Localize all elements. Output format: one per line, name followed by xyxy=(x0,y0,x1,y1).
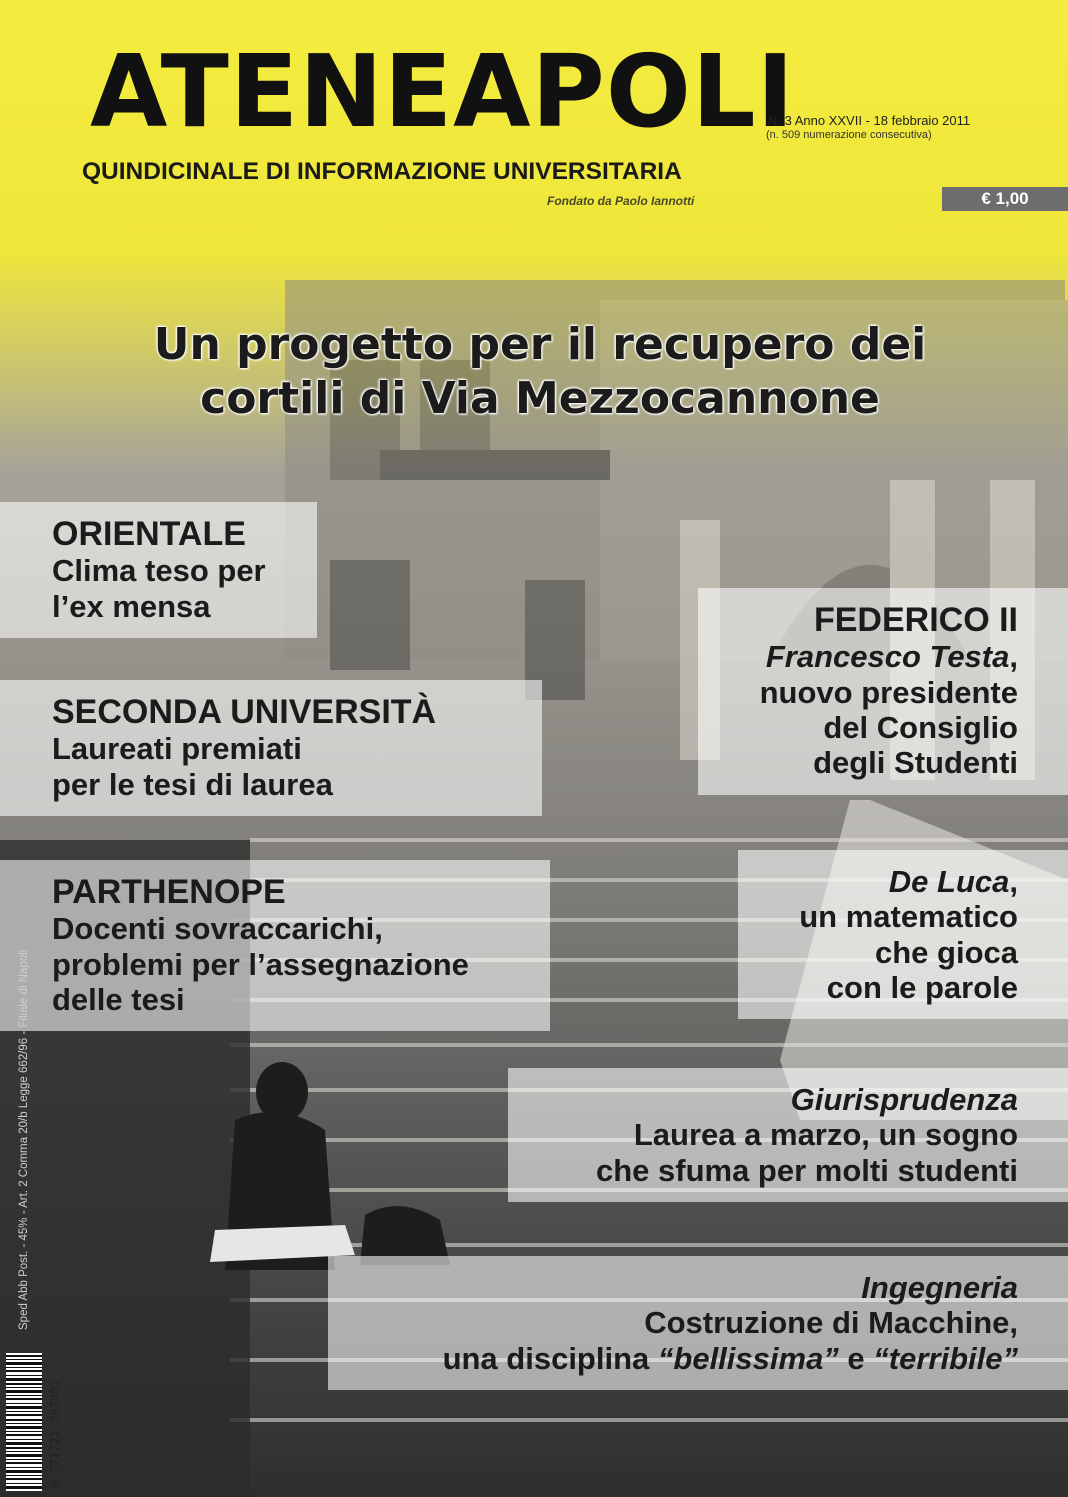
teaser-ingegneria xyxy=(328,1256,1068,1390)
price-tag: € 1,00 xyxy=(942,187,1068,211)
teaser-ingegneria-quote-2: “terribile” xyxy=(873,1340,1018,1376)
teaser-de-luca xyxy=(738,850,1068,1019)
masthead-subtitle: QUINDICINALE DI INFORMAZIONE UNIVERSITARIA xyxy=(82,158,682,185)
barcode xyxy=(6,1353,42,1491)
teaser-orientale-line-1: Clima teso per xyxy=(52,553,266,589)
teaser-federico-ii xyxy=(698,588,1068,795)
teaser-deluca-line-2: che gioca xyxy=(875,934,1018,970)
teaser-parthenope xyxy=(0,860,550,1031)
teaser-federico-title: FEDERICO II xyxy=(813,601,1018,639)
teaser-giurisprudenza-title: Giurisprudenza xyxy=(790,1082,1018,1117)
teaser-federico-name: Francesco Testa xyxy=(765,639,1010,675)
main-headline xyxy=(40,318,1040,426)
teaser-ingegneria-line-2-c: e xyxy=(838,1340,874,1376)
teaser-parthenope-title: PARTHENOPE xyxy=(52,873,286,911)
teaser-federico-line-1: nuovo presidente xyxy=(759,674,1018,710)
headline-line-1: Un progetto per il recupero dei xyxy=(153,319,927,370)
masthead-logo: ATENEAPOLI xyxy=(90,33,795,150)
teaser-ingegneria-line-1: Costruzione di Macchine, xyxy=(644,1305,1018,1341)
teaser-orientale-title: ORIENTALE xyxy=(52,515,246,553)
teaser-giurisprudenza-line-1: Laurea a marzo, un sogno xyxy=(633,1117,1018,1153)
teaser-federico-name-suffix: , xyxy=(1009,639,1018,675)
teaser-federico-line-3: degli Studenti xyxy=(813,745,1018,781)
teaser-giurisprudenza-line-2: che sfuma per molti studenti xyxy=(595,1152,1018,1188)
teaser-parthenope-line-3: delle tesi xyxy=(52,982,185,1018)
teaser-seconda-line-1: Laureati premiati xyxy=(52,731,302,767)
barcode-digits: 9 771721 397007 xyxy=(48,1379,62,1488)
teaser-orientale-line-2: l’ex mensa xyxy=(52,588,211,624)
teaser-ingegneria-line-2 xyxy=(348,1341,1018,1376)
founder-credit: Fondato da Paolo Iannotti xyxy=(547,194,695,208)
teaser-ingegneria-line-2-a: una disciplina xyxy=(442,1340,658,1376)
headline-line-2: cortili di Via Mezzocannone xyxy=(200,373,880,425)
teaser-orientale xyxy=(0,502,317,638)
issue-numbering-note: (n. 509 numerazione consecutiva) xyxy=(766,129,932,141)
teaser-giurisprudenza xyxy=(508,1068,1068,1202)
issue-info: N. 3 Anno XXVII - 18 febbraio 2011 xyxy=(768,113,971,128)
teaser-deluca-name: De Luca xyxy=(888,864,1010,899)
teaser-seconda-line-2: per le tesi di laurea xyxy=(52,766,333,802)
teaser-seconda-universita xyxy=(0,680,542,816)
teaser-deluca-name-suffix: , xyxy=(1009,864,1018,899)
teaser-parthenope-line-2: problemi per l’assegnazione xyxy=(52,946,469,982)
teaser-federico-name-line xyxy=(718,639,1018,674)
teaser-deluca-line-3: con le parole xyxy=(826,969,1018,1005)
teaser-ingegneria-title: Ingegneria xyxy=(861,1270,1018,1305)
teaser-parthenope-line-1: Docenti sovraccarichi, xyxy=(52,911,383,947)
teaser-seconda-title: SECONDA UNIVERSITÀ xyxy=(52,693,437,731)
teaser-deluca-name-line xyxy=(758,864,1018,899)
teaser-federico-line-2: del Consiglio xyxy=(823,710,1018,746)
teaser-ingegneria-quote-1: “bellissima” xyxy=(657,1340,839,1376)
postal-spine-text: Sped Abb Post. - 45% - Art. 2 Comma 20/b Legge 662/96 - Filiale di Napoli xyxy=(18,949,30,1330)
teaser-deluca-line-1: un matematico xyxy=(799,899,1018,935)
